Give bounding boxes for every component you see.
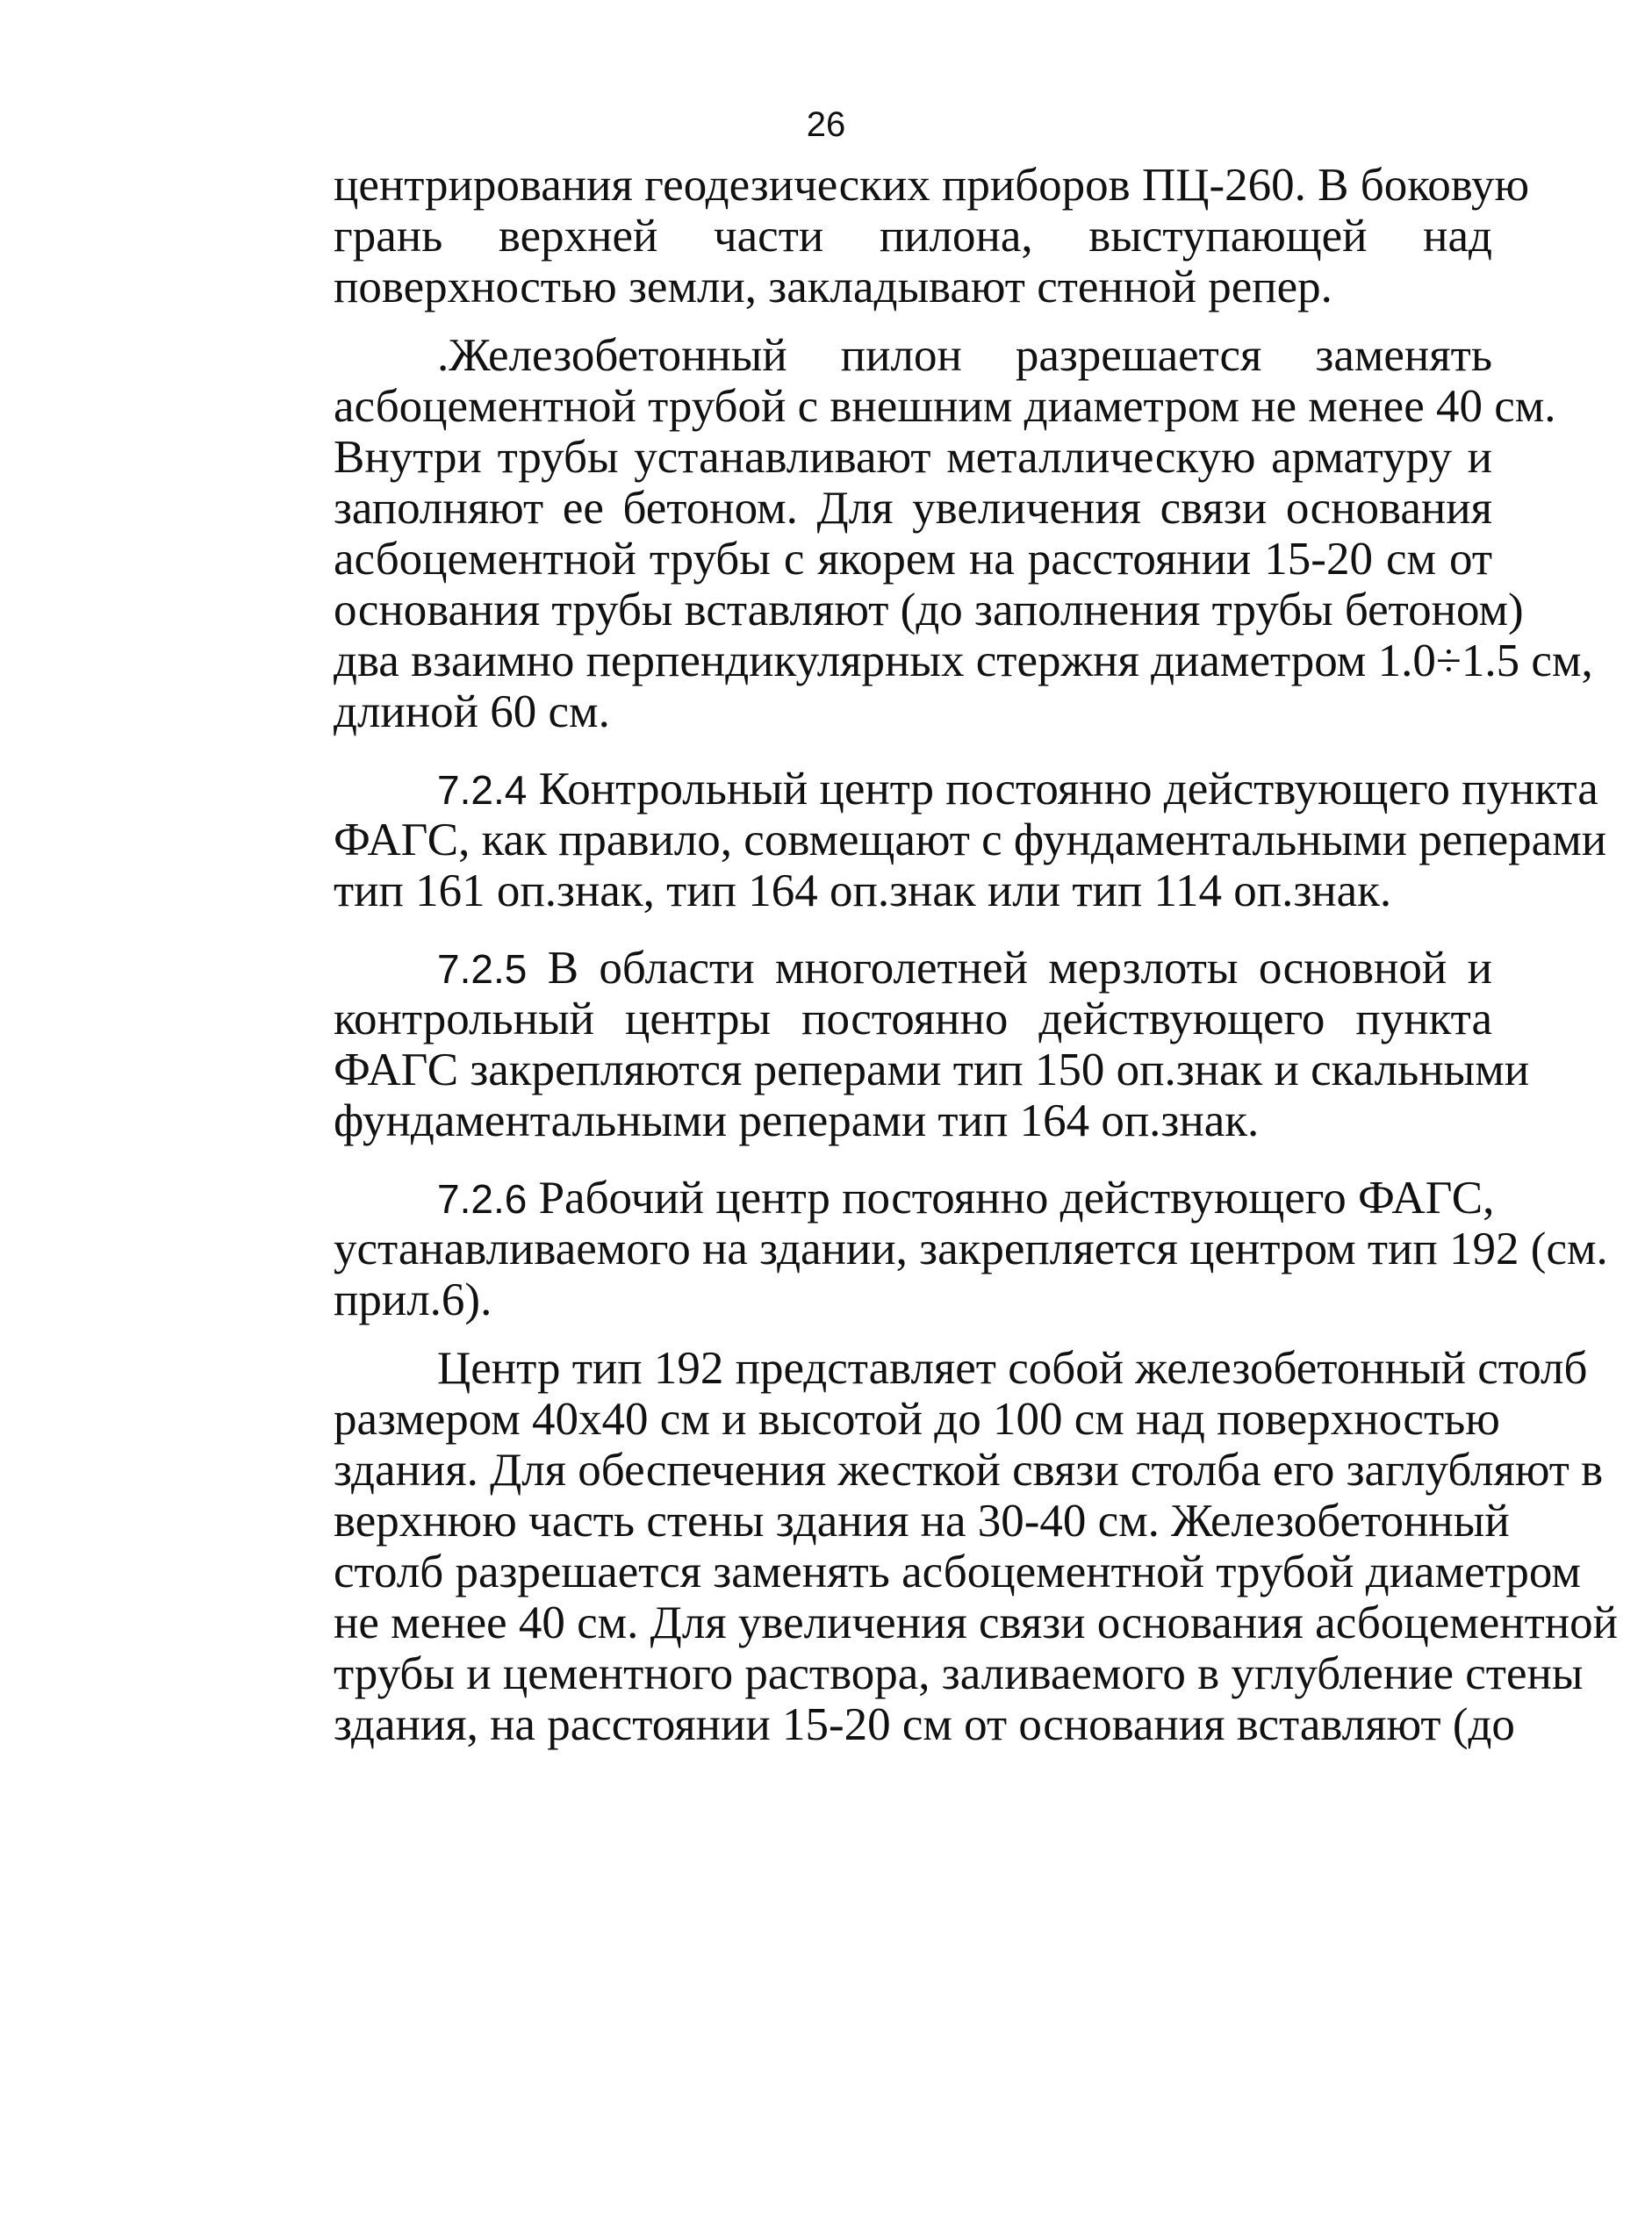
text-line: верхнюю часть стены здания на 30-40 см. Железобетонный	[334, 1496, 1510, 1547]
text-line: .Железобетонный пилон разрешается заменять	[437, 330, 1492, 381]
text-line: размером 40х40 см и высотой до 100 см над поверхностью	[334, 1394, 1500, 1445]
section-number: 7.2.6	[437, 1176, 528, 1222]
text-line: ФАГС, как правило, совмещают с фундаментальными реперами	[334, 815, 1607, 865]
text-line: не менее 40 см. Для увеличения связи основания асбоцементной	[334, 1597, 1619, 1648]
text-line: два взаимно перпендикулярных стержня диаметром 1.0÷1.5 см,	[334, 635, 1593, 686]
text-line: длиной 60 см.	[334, 686, 610, 737]
section-text: Рабочий центр постоянно действующего ФАГС,	[538, 1173, 1495, 1224]
text-line	[334, 943, 1492, 994]
text-line: асбоцементной трубы с якорем на расстоянии 15-20 см от	[334, 534, 1492, 585]
document-body	[334, 160, 1619, 1750]
text-line: Внутри трубы устанавливают металлическую арматуру и	[334, 432, 1492, 483]
text-line: грань верхней части пилона, выступающей над	[334, 211, 1492, 262]
section-number: 7.2.4	[437, 767, 528, 813]
section-text: В области многолетней мерзлоты основной и	[547, 943, 1493, 994]
text-line: тип 161 оп.знак, тип 164 оп.знак или тип 114 оп.знак.	[334, 865, 1392, 916]
text-line: асбоцементной трубой с внешним диаметром не менее 40 см.	[334, 381, 1556, 432]
section-paragraph	[334, 1173, 1608, 1325]
text-line: центрирования геодезических приборов ПЦ-260. В боковую	[334, 160, 1530, 211]
text-line: Центр тип 192 представляет собой железобетонный столб	[437, 1343, 1588, 1394]
text-line: трубы и цементного раствора, заливаемого в углубление стены	[334, 1648, 1584, 1699]
text-line	[334, 764, 1598, 815]
section-paragraph	[334, 764, 1607, 916]
section-paragraph	[334, 943, 1530, 1146]
text-line: здания. Для обеспечения жесткой связи столба его заглубляют в	[334, 1445, 1604, 1496]
paragraph	[334, 1343, 1619, 1750]
text-line	[334, 1173, 1495, 1224]
text-line: основания трубы вставляют (до заполнения трубы бетоном)	[334, 585, 1524, 635]
paragraph	[334, 330, 1593, 737]
text-line: устанавливаемого на здании, закрепляется центром тип 192 (см.	[334, 1224, 1608, 1274]
text-line: заполняют ее бетоном. Для увеличения связи основания	[334, 483, 1492, 534]
text-line: здания, на расстоянии 15-20 см от основания вставляют (до	[334, 1699, 1515, 1750]
text-line: ФАГС закрепляются реперами тип 150 оп.знак и скальными	[334, 1044, 1530, 1095]
paragraph	[334, 160, 1530, 312]
section-text: Контрольный центр постоянно действующего пункта	[538, 764, 1598, 815]
section-number: 7.2.5	[437, 946, 528, 992]
page-number: 26	[806, 105, 846, 144]
text-line: поверхностью земли, закладывают стенной репер.	[334, 262, 1332, 312]
text-line: фундаментальными реперами тип 164 оп.знак.	[334, 1095, 1260, 1146]
text-line: контрольный центры постоянно действующего пункта	[334, 994, 1492, 1044]
text-line: прил.6).	[334, 1274, 492, 1325]
text-line: столб разрешается заменять асбоцементной трубой диаметром	[334, 1547, 1581, 1597]
